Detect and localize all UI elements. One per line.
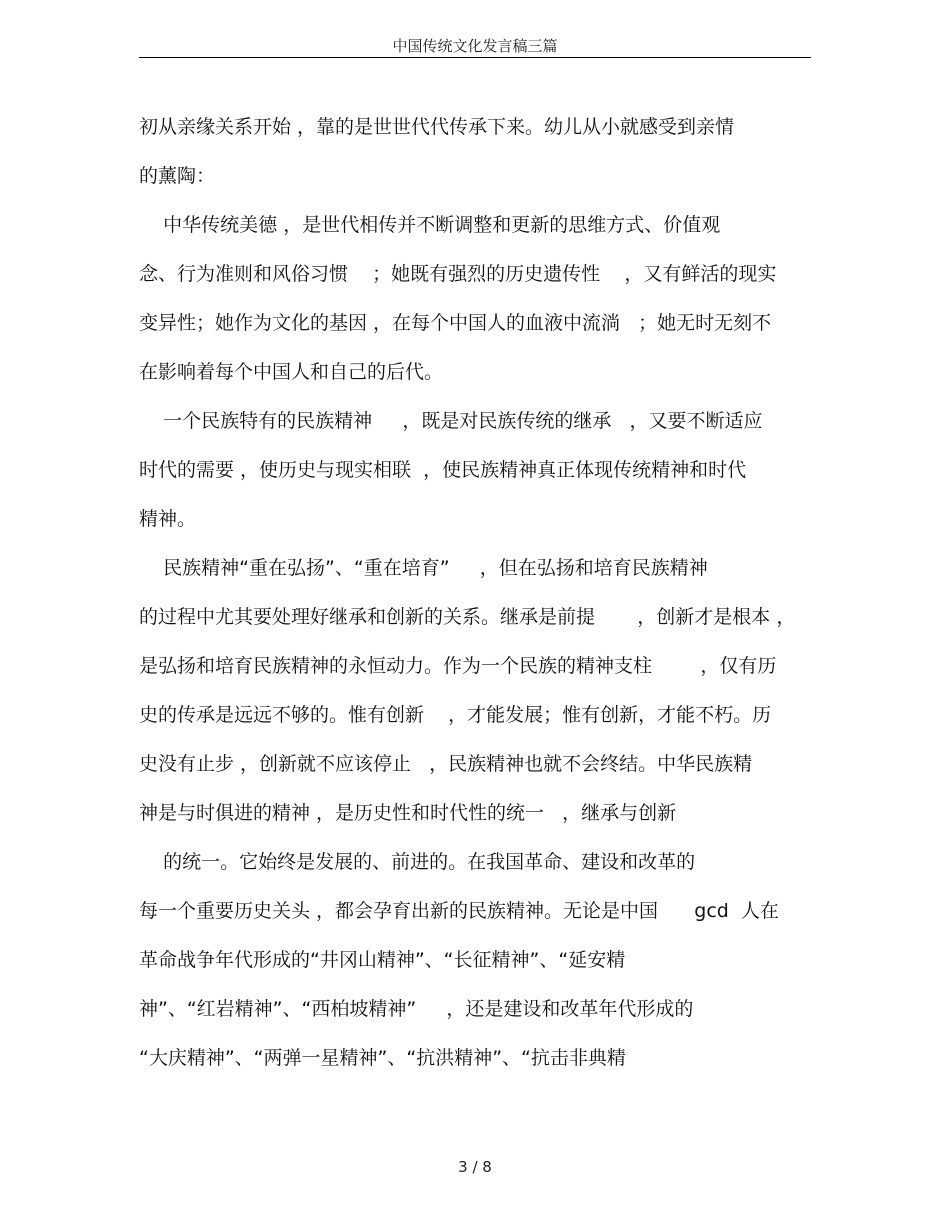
document-body bbox=[139, 110, 819, 1090]
page-number: 3 / 8 bbox=[458, 1158, 492, 1176]
text-line: 的过程中尤其要处理好继承和创新的关系。继承是前提 ，创新才是根本 ， bbox=[139, 606, 796, 628]
text-line: 史没有止步 ，创新就不应该停止 ，民族精神也就不会终结。中华民族精 bbox=[139, 753, 753, 775]
text-line: 变异性；她作为文化的基因 ，在每个中国人的血液中流淌 ；她无时无刻不 bbox=[139, 312, 772, 334]
text-line: 一个民族特有的民族精神 ，既是对民族传统的继承 ，又要不断适应 bbox=[139, 410, 763, 432]
text-line: 每一个重要历史关头 ，都会孕育出新的民族精神。无论是中国 gcd 人在 bbox=[139, 900, 779, 922]
page-header-title: 中国传统文化发言稿三篇 bbox=[392, 37, 558, 55]
text-line: 精神。 bbox=[139, 508, 197, 530]
text-line: “大庆精神”、“两弹一星精神”、“抗洪精神”、“抗击非典精 bbox=[139, 1047, 626, 1069]
text-line: 民族精神“重在弘扬”、“重在培育” ，但在弘扬和培育民族精神 bbox=[139, 557, 708, 579]
text-line: 念、行为准则和风俗习惯 ；她既有强烈的历史遗传性 ，又有鲜活的现实 bbox=[139, 263, 777, 285]
text-line: 初从亲缘关系开始 ，靠的是世世代代传承下来。幼儿从小就感受到亲情 bbox=[139, 116, 735, 138]
text-line: 的统一。它始终是发展的、前进的。在我国革命、建设和改革的 bbox=[139, 851, 696, 873]
text-line: 在影响着每个中国人和自己的后代。 bbox=[139, 361, 444, 383]
text-line: 神”、“红岩精神”、“西柏坡精神” ，还是建设和改革年代形成的 bbox=[139, 998, 694, 1020]
header-divider bbox=[139, 57, 811, 58]
text-line: 是弘扬和培育民族精神的永恒动力。作为一个民族的精神支柱 ，仅有历 bbox=[139, 655, 777, 677]
text-line: 神是与时俱进的精神 ，是历史性和时代性的统一 ，继承与创新 bbox=[139, 802, 677, 824]
text-line: 的薰陶： bbox=[139, 165, 216, 187]
text-line: 中华传统美德 ，是世代相传并不断调整和更新的思维方式、价值观 bbox=[139, 214, 721, 236]
text-line: 史的传承是远远不够的。惟有创新 ，才能发展；惟有创新，才能不朽。历 bbox=[139, 704, 772, 726]
text-line: 革命战争年代形成的“井冈山精神”、“长征精神”、“延安精 bbox=[139, 949, 626, 971]
text-line: 时代的需要 ，使历史与现实相联 ，使民族精神真正体现传统精神和时代 bbox=[139, 459, 747, 481]
